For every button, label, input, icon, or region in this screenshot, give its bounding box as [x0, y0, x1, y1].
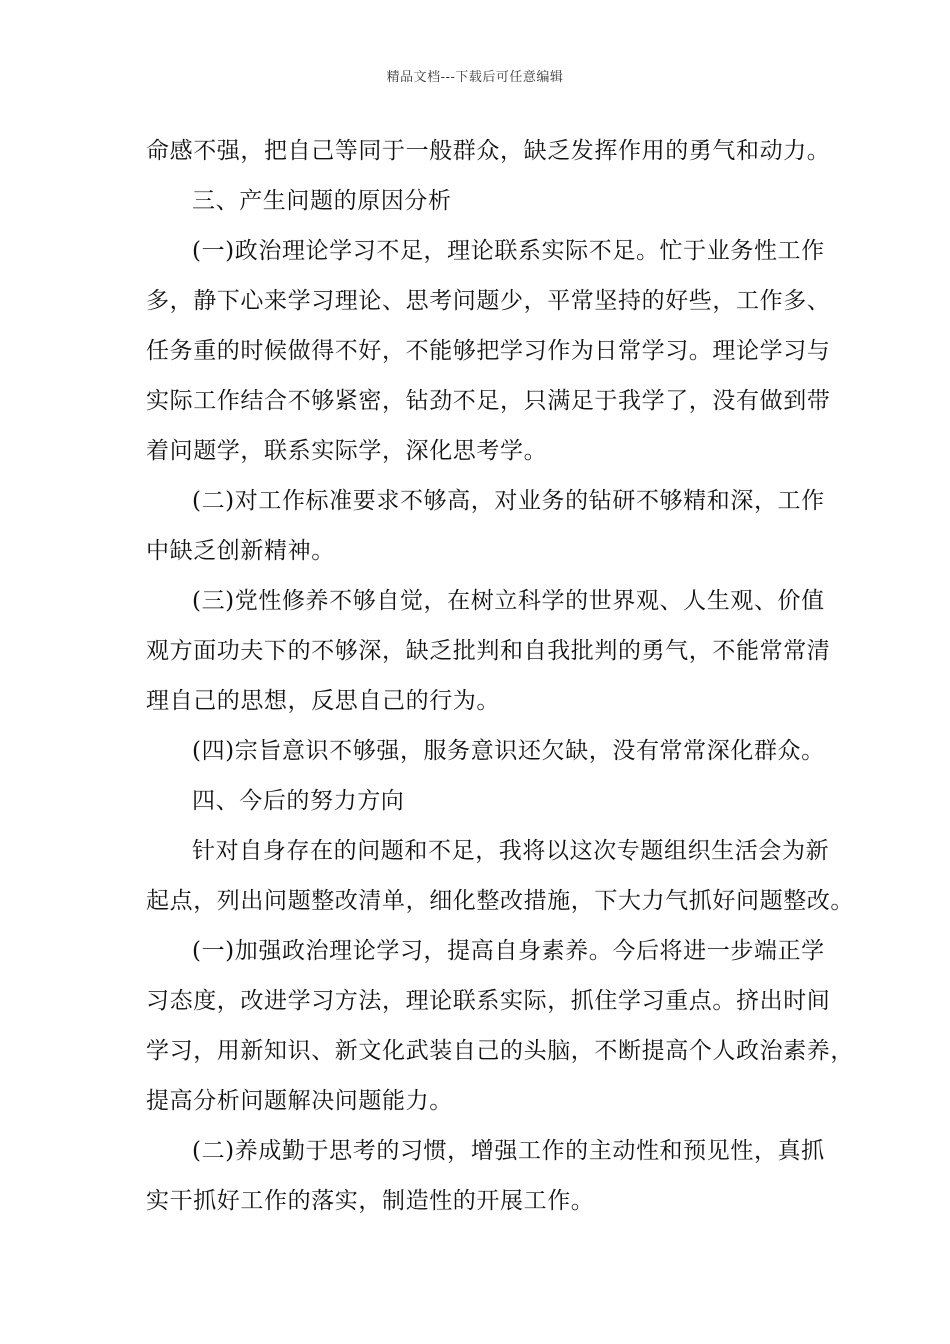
text-line: (四)宗旨意识不够强，服务意识还欠缺，没有常常深化群众。: [192, 738, 825, 764]
section-heading-causes: 三、产生问题的原因分析: [192, 188, 452, 214]
text-line: 实际工作结合不够紧密，钻劲不足，只满足于我学了，没有做到带: [146, 388, 831, 414]
text-line: 实干抓好工作的落实，制造性的开展工作。: [146, 1188, 595, 1214]
text-line: 着问题学，联系实际学，深化思考学。: [146, 438, 548, 464]
text-line: 提高分析问题解决问题能力。: [146, 1088, 453, 1114]
text-line: 任务重的时候做得不好，不能够把学习作为日常学习。理论学习与: [146, 338, 831, 364]
document-body: [146, 126, 854, 1226]
text-line: 命感不强，把自己等同于一般群众，缺乏发挥作用的勇气和动力。: [146, 138, 831, 164]
text-line: 学习，用新知识、新文化武装自己的头脑，不断提高个人政治素养，: [146, 1038, 854, 1064]
text-line: 起点，列出问题整改清单，细化整改措施，下大力气抓好问题整改。: [146, 888, 854, 914]
text-line: 针对自身存在的问题和不足，我将以这次专题组织生活会为新: [192, 838, 830, 864]
text-line: (三)党性修养不够自觉，在树立科学的世界观、人生观、价值: [192, 588, 825, 614]
text-line: 多，静下心来学习理论、思考问题少，平常坚持的好些，工作多、: [146, 288, 831, 314]
section-heading-direction: 四、今后的努力方向: [192, 788, 405, 814]
text-line: (二)养成勤于思考的习惯，增强工作的主动性和预见性，真抓: [192, 1138, 825, 1164]
text-line: (一)加强政治理论学习，提高自身素养。今后将进一步端正学: [192, 938, 825, 964]
text-line: 中缺乏创新精神。: [146, 538, 335, 564]
text-line: (二)对工作标准要求不够高，对业务的钻研不够精和深，工作: [192, 488, 825, 514]
text-line: 理自己的思想，反思自己的行为。: [146, 688, 500, 714]
page-header: 精品文档---下载后可任意编辑: [386, 70, 564, 85]
text-line: 观方面功夫下的不够深，缺乏批判和自我批判的勇气，不能常常清: [146, 638, 831, 664]
text-line: (一)政治理论学习不足，理论联系实际不足。忙于业务性工作: [192, 238, 825, 264]
text-line: 习态度，改进学习方法，理论联系实际，抓住学习重点。挤出时间: [146, 988, 831, 1014]
